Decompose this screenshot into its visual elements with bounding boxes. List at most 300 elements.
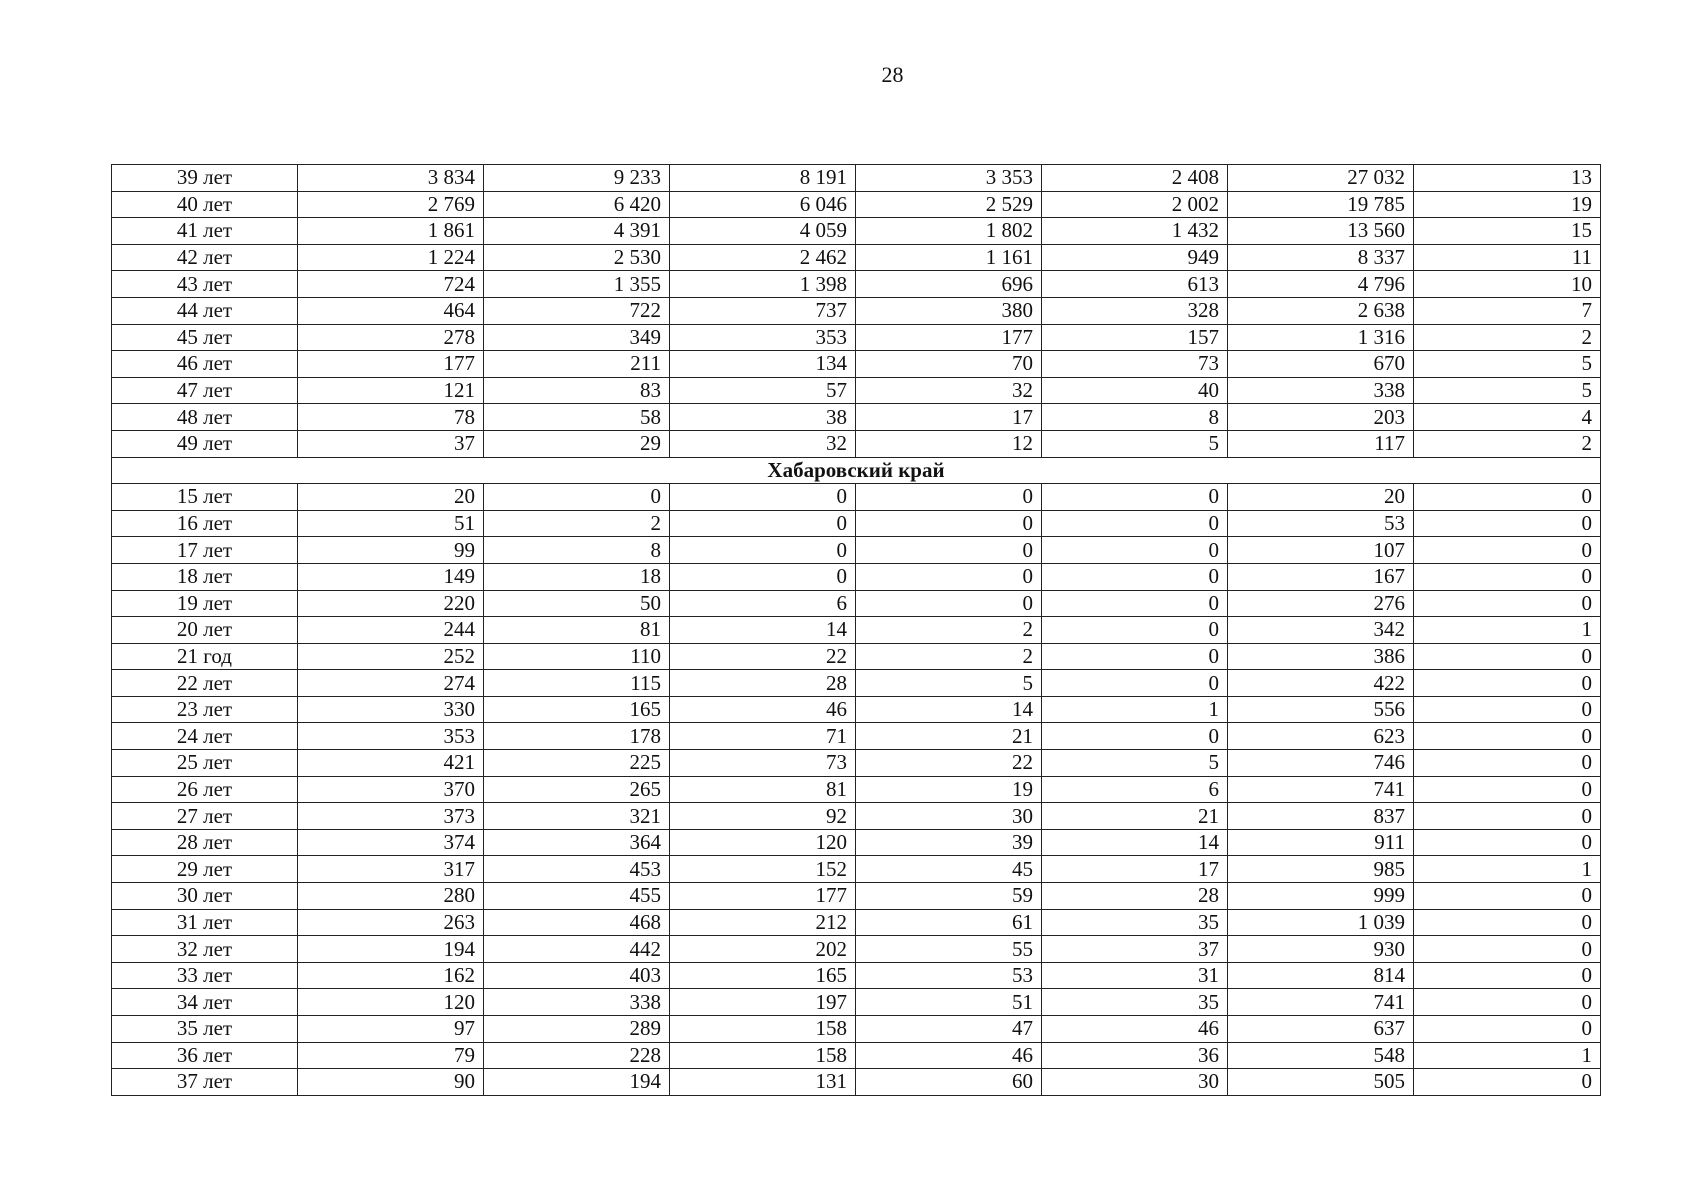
age-cell: 37 лет <box>112 1069 298 1096</box>
value-cell: 746 <box>1228 750 1414 777</box>
value-cell: 152 <box>670 856 856 883</box>
age-cell: 49 лет <box>112 430 298 457</box>
table-row <box>112 776 1601 803</box>
age-cell: 18 лет <box>112 563 298 590</box>
value-cell: 21 <box>856 723 1042 750</box>
value-cell: 741 <box>1228 989 1414 1016</box>
value-cell: 177 <box>670 883 856 910</box>
value-cell: 115 <box>484 670 670 697</box>
value-cell: 1 861 <box>298 218 484 245</box>
value-cell: 0 <box>1042 510 1228 537</box>
value-cell: 8 191 <box>670 165 856 192</box>
value-cell: 0 <box>1414 750 1601 777</box>
age-cell: 34 лет <box>112 989 298 1016</box>
value-cell: 46 <box>670 696 856 723</box>
value-cell: 228 <box>484 1042 670 1069</box>
table-row <box>112 750 1601 777</box>
value-cell: 46 <box>856 1042 1042 1069</box>
value-cell: 3 353 <box>856 165 1042 192</box>
value-cell: 5 <box>1414 351 1601 378</box>
value-cell: 0 <box>1414 883 1601 910</box>
value-cell: 265 <box>484 776 670 803</box>
value-cell: 32 <box>670 430 856 457</box>
age-cell: 24 лет <box>112 723 298 750</box>
value-cell: 2 <box>856 617 1042 644</box>
value-cell: 317 <box>298 856 484 883</box>
value-cell: 131 <box>670 1069 856 1096</box>
value-cell: 0 <box>670 563 856 590</box>
value-cell: 349 <box>484 324 670 351</box>
value-cell: 97 <box>298 1016 484 1043</box>
value-cell: 1 161 <box>856 244 1042 271</box>
age-cell: 21 год <box>112 643 298 670</box>
value-cell: 4 <box>1414 404 1601 431</box>
value-cell: 2 <box>1414 324 1601 351</box>
value-cell: 78 <box>298 404 484 431</box>
value-cell: 14 <box>856 696 1042 723</box>
value-cell: 19 <box>856 776 1042 803</box>
value-cell: 30 <box>1042 1069 1228 1096</box>
value-cell: 373 <box>298 803 484 830</box>
value-cell: 276 <box>1228 590 1414 617</box>
value-cell: 5 <box>856 670 1042 697</box>
value-cell: 59 <box>856 883 1042 910</box>
value-cell: 1 <box>1414 617 1601 644</box>
value-cell: 7 <box>1414 297 1601 324</box>
value-cell: 0 <box>1414 696 1601 723</box>
value-cell: 911 <box>1228 829 1414 856</box>
value-cell: 353 <box>670 324 856 351</box>
value-cell: 57 <box>670 377 856 404</box>
value-cell: 5 <box>1042 430 1228 457</box>
value-cell: 5 <box>1414 377 1601 404</box>
value-cell: 2 462 <box>670 244 856 271</box>
value-cell: 167 <box>1228 563 1414 590</box>
value-cell: 0 <box>856 563 1042 590</box>
age-cell: 47 лет <box>112 377 298 404</box>
value-cell: 3 834 <box>298 165 484 192</box>
value-cell: 0 <box>1414 1069 1601 1096</box>
value-cell: 0 <box>1042 563 1228 590</box>
value-cell: 1 <box>1042 696 1228 723</box>
value-cell: 670 <box>1228 351 1414 378</box>
age-cell: 35 лет <box>112 1016 298 1043</box>
age-cell: 17 лет <box>112 537 298 564</box>
age-cell: 26 лет <box>112 776 298 803</box>
value-cell: 1 <box>1414 856 1601 883</box>
age-cell: 42 лет <box>112 244 298 271</box>
value-cell: 0 <box>1414 670 1601 697</box>
age-cell: 40 лет <box>112 191 298 218</box>
table-row <box>112 1042 1601 1069</box>
table-row <box>112 244 1601 271</box>
age-cell: 48 лет <box>112 404 298 431</box>
value-cell: 403 <box>484 962 670 989</box>
value-cell: 0 <box>856 484 1042 511</box>
value-cell: 5 <box>1042 750 1228 777</box>
value-cell: 0 <box>856 590 1042 617</box>
value-cell: 13 <box>1414 165 1601 192</box>
value-cell: 353 <box>298 723 484 750</box>
value-cell: 0 <box>1414 989 1601 1016</box>
value-cell: 51 <box>298 510 484 537</box>
value-cell: 212 <box>670 909 856 936</box>
value-cell: 0 <box>1414 590 1601 617</box>
value-cell: 2 002 <box>1042 191 1228 218</box>
value-cell: 110 <box>484 643 670 670</box>
value-cell: 14 <box>1042 829 1228 856</box>
value-cell: 53 <box>1228 510 1414 537</box>
value-cell: 13 560 <box>1228 218 1414 245</box>
value-cell: 999 <box>1228 883 1414 910</box>
value-cell: 121 <box>298 377 484 404</box>
value-cell: 468 <box>484 909 670 936</box>
value-cell: 31 <box>1042 962 1228 989</box>
value-cell: 2 <box>1414 430 1601 457</box>
value-cell: 0 <box>1414 563 1601 590</box>
value-cell: 1 398 <box>670 271 856 298</box>
value-cell: 134 <box>670 351 856 378</box>
page-number: 28 <box>881 62 904 87</box>
value-cell: 422 <box>1228 670 1414 697</box>
value-cell: 51 <box>856 989 1042 1016</box>
value-cell: 35 <box>1042 909 1228 936</box>
value-cell: 0 <box>670 510 856 537</box>
value-cell: 0 <box>1414 909 1601 936</box>
value-cell: 19 <box>1414 191 1601 218</box>
value-cell: 623 <box>1228 723 1414 750</box>
age-cell: 25 лет <box>112 750 298 777</box>
table-row <box>112 191 1601 218</box>
value-cell: 32 <box>856 377 1042 404</box>
value-cell: 73 <box>1042 351 1228 378</box>
value-cell: 0 <box>1042 617 1228 644</box>
value-cell: 10 <box>1414 271 1601 298</box>
value-cell: 0 <box>856 510 1042 537</box>
value-cell: 2 638 <box>1228 297 1414 324</box>
value-cell: 0 <box>1042 590 1228 617</box>
value-cell: 39 <box>856 829 1042 856</box>
value-cell: 38 <box>670 404 856 431</box>
value-cell: 6 420 <box>484 191 670 218</box>
value-cell: 165 <box>484 696 670 723</box>
value-cell: 9 233 <box>484 165 670 192</box>
value-cell: 90 <box>298 1069 484 1096</box>
value-cell: 370 <box>298 776 484 803</box>
value-cell: 194 <box>484 1069 670 1096</box>
value-cell: 374 <box>298 829 484 856</box>
section-title: Хабаровский край <box>112 457 1601 484</box>
value-cell: 342 <box>1228 617 1414 644</box>
table-row <box>112 617 1601 644</box>
value-cell: 158 <box>670 1016 856 1043</box>
value-cell: 27 032 <box>1228 165 1414 192</box>
value-cell: 455 <box>484 883 670 910</box>
value-cell: 177 <box>856 324 1042 351</box>
table-row <box>112 696 1601 723</box>
table-row <box>112 297 1601 324</box>
value-cell: 20 <box>298 484 484 511</box>
value-cell: 6 046 <box>670 191 856 218</box>
table-row <box>112 829 1601 856</box>
age-cell: 44 лет <box>112 297 298 324</box>
age-cell: 27 лет <box>112 803 298 830</box>
value-cell: 1 224 <box>298 244 484 271</box>
value-cell: 17 <box>1042 856 1228 883</box>
value-cell: 17 <box>856 404 1042 431</box>
table-row <box>112 856 1601 883</box>
value-cell: 92 <box>670 803 856 830</box>
value-cell: 20 <box>1228 484 1414 511</box>
value-cell: 0 <box>1042 643 1228 670</box>
table-row <box>112 723 1601 750</box>
value-cell: 930 <box>1228 936 1414 963</box>
value-cell: 117 <box>1228 430 1414 457</box>
table-row <box>112 936 1601 963</box>
value-cell: 0 <box>1414 537 1601 564</box>
value-cell: 53 <box>856 962 1042 989</box>
age-cell: 43 лет <box>112 271 298 298</box>
age-cell: 45 лет <box>112 324 298 351</box>
value-cell: 2 <box>856 643 1042 670</box>
value-cell: 37 <box>1042 936 1228 963</box>
value-cell: 73 <box>670 750 856 777</box>
value-cell: 165 <box>670 962 856 989</box>
value-cell: 722 <box>484 297 670 324</box>
value-cell: 29 <box>484 430 670 457</box>
table-row <box>112 670 1601 697</box>
section-header-row <box>112 457 1601 484</box>
value-cell: 837 <box>1228 803 1414 830</box>
value-cell: 83 <box>484 377 670 404</box>
value-cell: 613 <box>1042 271 1228 298</box>
value-cell: 985 <box>1228 856 1414 883</box>
value-cell: 177 <box>298 351 484 378</box>
value-cell: 50 <box>484 590 670 617</box>
value-cell: 2 530 <box>484 244 670 271</box>
table-row <box>112 643 1601 670</box>
data-table <box>111 164 1601 1096</box>
value-cell: 0 <box>1414 962 1601 989</box>
table-row <box>112 430 1601 457</box>
value-cell: 46 <box>1042 1016 1228 1043</box>
table-row <box>112 989 1601 1016</box>
age-cell: 22 лет <box>112 670 298 697</box>
value-cell: 0 <box>1042 484 1228 511</box>
value-cell: 36 <box>1042 1042 1228 1069</box>
age-cell: 41 лет <box>112 218 298 245</box>
value-cell: 45 <box>856 856 1042 883</box>
value-cell: 274 <box>298 670 484 697</box>
age-cell: 29 лет <box>112 856 298 883</box>
value-cell: 71 <box>670 723 856 750</box>
value-cell: 0 <box>1042 670 1228 697</box>
age-cell: 28 лет <box>112 829 298 856</box>
value-cell: 741 <box>1228 776 1414 803</box>
value-cell: 364 <box>484 829 670 856</box>
value-cell: 107 <box>1228 537 1414 564</box>
age-cell: 33 лет <box>112 962 298 989</box>
table-row <box>112 351 1601 378</box>
value-cell: 28 <box>670 670 856 697</box>
table-row <box>112 218 1601 245</box>
value-cell: 22 <box>670 643 856 670</box>
value-cell: 11 <box>1414 244 1601 271</box>
age-cell: 39 лет <box>112 165 298 192</box>
age-cell: 20 лет <box>112 617 298 644</box>
value-cell: 211 <box>484 351 670 378</box>
value-cell: 4 059 <box>670 218 856 245</box>
age-cell: 31 лет <box>112 909 298 936</box>
value-cell: 453 <box>484 856 670 883</box>
value-cell: 81 <box>484 617 670 644</box>
table-row <box>112 909 1601 936</box>
value-cell: 380 <box>856 297 1042 324</box>
value-cell: 289 <box>484 1016 670 1043</box>
value-cell: 0 <box>1414 803 1601 830</box>
value-cell: 70 <box>856 351 1042 378</box>
value-cell: 2 529 <box>856 191 1042 218</box>
value-cell: 203 <box>1228 404 1414 431</box>
value-cell: 330 <box>298 696 484 723</box>
value-cell: 178 <box>484 723 670 750</box>
age-cell: 15 лет <box>112 484 298 511</box>
table-row <box>112 165 1601 192</box>
table-row <box>112 537 1601 564</box>
value-cell: 737 <box>670 297 856 324</box>
table-row <box>112 803 1601 830</box>
value-cell: 0 <box>670 484 856 511</box>
value-cell: 47 <box>856 1016 1042 1043</box>
value-cell: 2 <box>484 510 670 537</box>
age-cell: 23 лет <box>112 696 298 723</box>
age-cell: 36 лет <box>112 1042 298 1069</box>
value-cell: 14 <box>670 617 856 644</box>
value-cell: 18 <box>484 563 670 590</box>
value-cell: 280 <box>298 883 484 910</box>
value-cell: 464 <box>298 297 484 324</box>
value-cell: 637 <box>1228 1016 1414 1043</box>
value-cell: 386 <box>1228 643 1414 670</box>
value-cell: 421 <box>298 750 484 777</box>
value-cell: 40 <box>1042 377 1228 404</box>
value-cell: 15 <box>1414 218 1601 245</box>
value-cell: 0 <box>1414 1016 1601 1043</box>
table-row <box>112 510 1601 537</box>
value-cell: 0 <box>1414 776 1601 803</box>
value-cell: 696 <box>856 271 1042 298</box>
value-cell: 0 <box>856 537 1042 564</box>
value-cell: 505 <box>1228 1069 1414 1096</box>
value-cell: 21 <box>1042 803 1228 830</box>
table-row <box>112 271 1601 298</box>
value-cell: 202 <box>670 936 856 963</box>
age-cell: 32 лет <box>112 936 298 963</box>
value-cell: 0 <box>1414 723 1601 750</box>
value-cell: 158 <box>670 1042 856 1069</box>
value-cell: 6 <box>670 590 856 617</box>
value-cell: 22 <box>856 750 1042 777</box>
value-cell: 724 <box>298 271 484 298</box>
value-cell: 37 <box>298 430 484 457</box>
value-cell: 1 355 <box>484 271 670 298</box>
value-cell: 2 769 <box>298 191 484 218</box>
value-cell: 28 <box>1042 883 1228 910</box>
value-cell: 442 <box>484 936 670 963</box>
value-cell: 157 <box>1042 324 1228 351</box>
value-cell: 120 <box>670 829 856 856</box>
value-cell: 149 <box>298 563 484 590</box>
value-cell: 79 <box>298 1042 484 1069</box>
value-cell: 8 <box>484 537 670 564</box>
value-cell: 328 <box>1042 297 1228 324</box>
value-cell: 1 432 <box>1042 218 1228 245</box>
value-cell: 61 <box>856 909 1042 936</box>
value-cell: 8 <box>1042 404 1228 431</box>
value-cell: 0 <box>670 537 856 564</box>
age-cell: 46 лет <box>112 351 298 378</box>
value-cell: 225 <box>484 750 670 777</box>
value-cell: 6 <box>1042 776 1228 803</box>
value-cell: 55 <box>856 936 1042 963</box>
table-row <box>112 377 1601 404</box>
value-cell: 338 <box>484 989 670 1016</box>
value-cell: 1 316 <box>1228 324 1414 351</box>
value-cell: 8 337 <box>1228 244 1414 271</box>
value-cell: 220 <box>298 590 484 617</box>
value-cell: 338 <box>1228 377 1414 404</box>
table-row <box>112 883 1601 910</box>
table-row <box>112 563 1601 590</box>
value-cell: 0 <box>484 484 670 511</box>
value-cell: 1 039 <box>1228 909 1414 936</box>
value-cell: 321 <box>484 803 670 830</box>
value-cell: 0 <box>1414 510 1601 537</box>
value-cell: 2 408 <box>1042 165 1228 192</box>
value-cell: 278 <box>298 324 484 351</box>
value-cell: 0 <box>1414 936 1601 963</box>
age-cell: 19 лет <box>112 590 298 617</box>
table-row <box>112 484 1601 511</box>
table-row <box>112 404 1601 431</box>
value-cell: 0 <box>1042 537 1228 564</box>
value-cell: 548 <box>1228 1042 1414 1069</box>
value-cell: 58 <box>484 404 670 431</box>
value-cell: 244 <box>298 617 484 644</box>
value-cell: 0 <box>1414 643 1601 670</box>
value-cell: 19 785 <box>1228 191 1414 218</box>
value-cell: 4 796 <box>1228 271 1414 298</box>
value-cell: 197 <box>670 989 856 1016</box>
value-cell: 81 <box>670 776 856 803</box>
table-row <box>112 590 1601 617</box>
value-cell: 30 <box>856 803 1042 830</box>
value-cell: 1 <box>1414 1042 1601 1069</box>
value-cell: 35 <box>1042 989 1228 1016</box>
value-cell: 194 <box>298 936 484 963</box>
value-cell: 99 <box>298 537 484 564</box>
value-cell: 60 <box>856 1069 1042 1096</box>
value-cell: 12 <box>856 430 1042 457</box>
value-cell: 1 802 <box>856 218 1042 245</box>
value-cell: 4 391 <box>484 218 670 245</box>
value-cell: 556 <box>1228 696 1414 723</box>
age-cell: 30 лет <box>112 883 298 910</box>
value-cell: 120 <box>298 989 484 1016</box>
value-cell: 162 <box>298 962 484 989</box>
table-row <box>112 1016 1601 1043</box>
value-cell: 949 <box>1042 244 1228 271</box>
